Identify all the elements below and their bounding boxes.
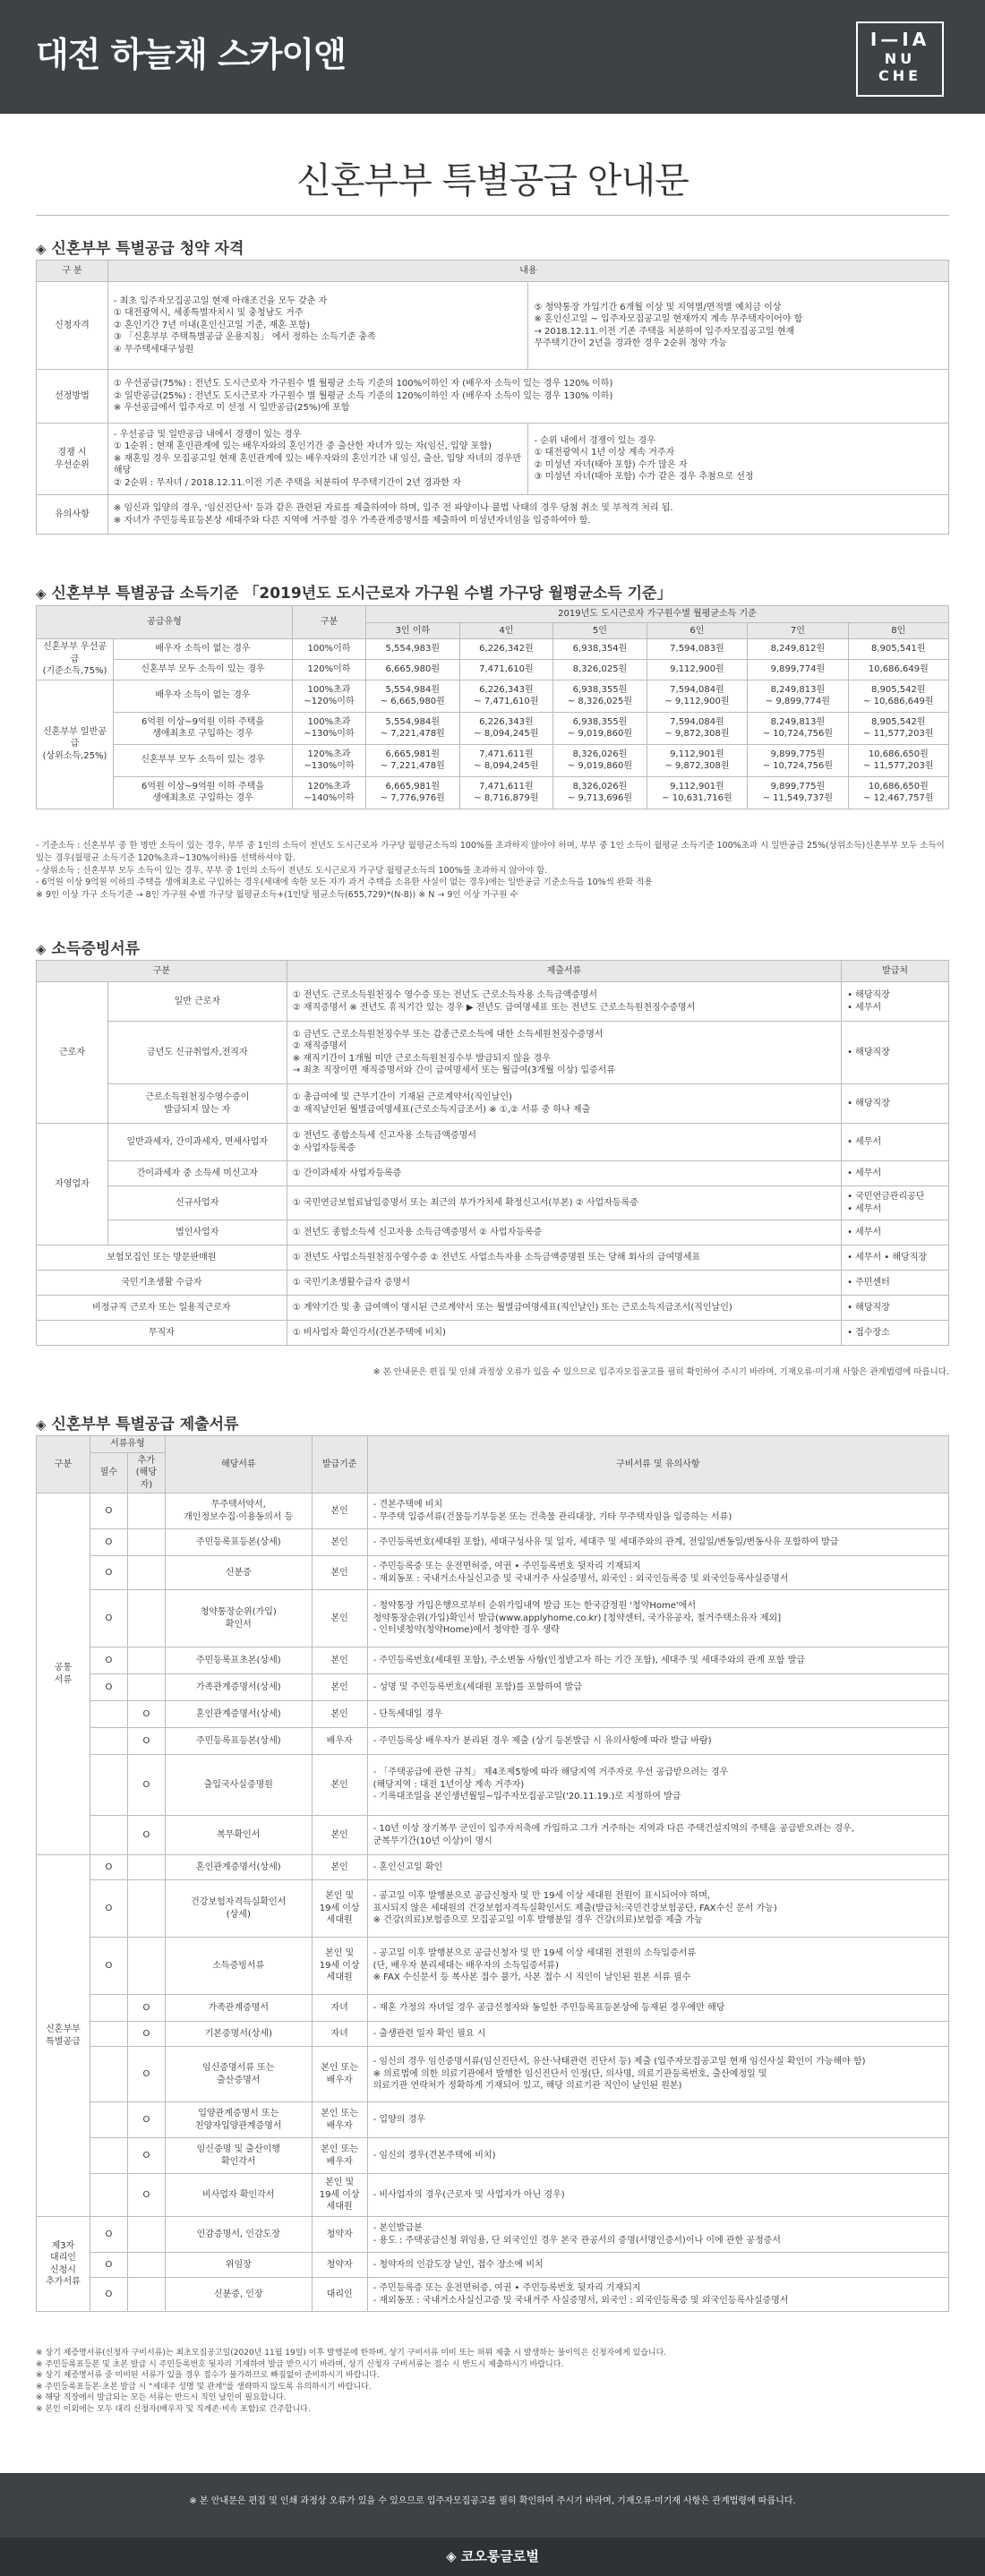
col-header: 8인 [848, 622, 948, 639]
doc-cell: ① 계약기간 및 총 급여액이 명시된 근로계약서 또는 월별급여명세표(직인날인) 또는 근로소득지급조서(직인날인) [287, 1296, 841, 1321]
value-cell: 8,326,026원 ~ 9,713,696원 [553, 776, 647, 809]
col-header: 발급기준 [312, 1436, 367, 1493]
type-cell: 6억원 이상~9억원 이하 주택을 생애최초로 구입하는 경우 [114, 776, 293, 809]
value-cell: 9,899,774원 [748, 659, 848, 680]
doc-cell: ① 금년도 근로소득원천징수부 또는 갑종근로소득에 대한 소득세원천징수증명서 ② 재직증명서 ※ 재직기간이 1개월 미만 근로소득원천징수부 발급되지 않을 경우 → 최초 직장이면 재직증명서와 간이 급여명세서 또는 월급여(3개월 이상) 입증서류 [287, 1022, 841, 1084]
group-label: 신혼부부 우선공급 (기준소득,75%) [37, 639, 114, 680]
must-mark: O [90, 2278, 127, 2312]
group-label: 공통 서류 [37, 1493, 90, 1855]
issuer-cell: 본인 [312, 1674, 367, 1701]
add-mark [127, 1590, 165, 1647]
must-mark: O [90, 1493, 127, 1529]
add-mark: O [127, 2102, 165, 2138]
value-cell: 7,471,610원 [459, 659, 553, 680]
div-cell: 100%이하 [293, 639, 366, 660]
doc-cell: 출입국사실증명원 [165, 1755, 312, 1816]
top-banner [0, 0, 985, 114]
issuer-cell: 본인 [312, 1556, 367, 1590]
req-cell: - 본인발급분 - 용도 : 주택공급신청 위임용, 단 외국인인 경우 본국 관공서의 증명(서명인증서)이나 이에 관한 공정증서 [367, 2217, 948, 2253]
proof-documents-table [36, 960, 949, 1346]
type-cell: 6억원 이상~9억원 이하 주택을 생애최초로 구입하는 경우 [114, 712, 293, 744]
type-cell: 배우자 소득이 없는 경우 [114, 680, 293, 712]
brand-footer [0, 2537, 985, 2576]
value-cell: 9,899,775원 ~ 11,549,737원 [748, 776, 848, 809]
must-mark: O [90, 1855, 127, 1880]
issuer-cell: • 해당직장 [842, 1022, 949, 1084]
section-title-text: 소득증빙서류 [51, 940, 141, 958]
sub-label: 금년도 신규취업자,전직자 [107, 1022, 287, 1084]
issuer-cell: 본인 [312, 1493, 367, 1529]
must-mark [90, 1816, 127, 1855]
brand-logo [856, 21, 944, 97]
value-cell: 7,471,611원 ~ 8,716,879원 [459, 776, 553, 809]
doc-cell: 복무확인서 [165, 1816, 312, 1855]
issuer-cell: • 국민연금관리공단 • 세무서 [842, 1186, 949, 1220]
brand-name: 코오롱글로벌 [460, 2548, 539, 2564]
logo-line-1: I—IA [869, 29, 930, 50]
doc-cell: 혼인관계증명서(상세) [165, 1855, 312, 1880]
value-cell: 8,249,813원 ~ 9,899,774원 [748, 680, 848, 712]
value-cell: 9,899,775원 ~ 10,724,756원 [748, 744, 848, 776]
issuer-cell: • 해당직장 [842, 1296, 949, 1321]
add-mark: O [127, 2138, 165, 2174]
add-mark: O [127, 1816, 165, 1855]
section-income-title [36, 580, 672, 603]
issuer-cell: • 해당직장 • 세무서 [842, 982, 949, 1022]
section-submission-title [36, 1411, 238, 1433]
col-header: 구분 [37, 961, 287, 982]
add-mark [127, 1493, 165, 1529]
must-mark: O [90, 2217, 127, 2253]
req-cell: - 비사업자의 경우(근로자 및 사업자가 아닌 경우) [367, 2174, 948, 2217]
sub-label: 근로소득원천징수영수증이 발급되지 않는 자 [107, 1084, 287, 1124]
value-cell: 7,594,083원 [647, 639, 747, 660]
add-mark [127, 1529, 165, 1556]
logo-line-3: CHE [878, 67, 922, 84]
req-cell: - 주민등록상 배우자가 분리된 경우 제출 (상기 등본발급 시 유의사항에 따라 발급 바람) [367, 1728, 948, 1755]
req-cell: - 공고일 이후 발행분으로 공급신청자 및 만 19세 이상 세대원 전원의 소득입증서류 (단, 배우자 분리세대는 배우자의 소득입증서류) ※ FAX 수신문서 등 복사본 접수 불가, 사본 접수 시 직인이 날인된 원본 서류 필수 [367, 1938, 948, 1995]
div-cell: 120%초과 ~140%이하 [293, 776, 366, 809]
issuer-cell: 자녀 [312, 1995, 367, 2022]
doc-cell: ① 비사업자 확인각서(간본주택에 비치) [287, 1321, 841, 1346]
issuer-cell: 본인 [312, 1816, 367, 1855]
doc-cell: 기본증명서(상세) [165, 2022, 312, 2047]
req-cell: - 출생관련 일자 확인 필요 시 [367, 2022, 948, 2047]
add-mark [127, 1674, 165, 1701]
value-cell: 8,249,813원 ~ 10,724,756원 [748, 712, 848, 744]
must-mark: O [90, 1556, 127, 1590]
group-label: 근로자 [37, 982, 108, 1124]
col-header: 구 분 [37, 261, 108, 282]
value-cell: 5,554,983원 [366, 639, 460, 660]
issuer-cell: 본인 및 19세 이상 세대원 [312, 2174, 367, 2217]
col-header: 구분 [293, 606, 366, 639]
col-header: 추가 (해당자) [127, 1452, 165, 1493]
must-mark: O [90, 1674, 127, 1701]
doc-cell: 혼인관계증명서(상세) [165, 1701, 312, 1728]
value-cell: 6,938,354원 [553, 639, 647, 660]
req-cell: - 재혼 가정의 자녀일 경우 공급신청자와 동일한 주민등록표등본상에 등재된 경우에만 해당 [367, 1995, 948, 2022]
add-mark [127, 1647, 165, 1674]
issuer-cell: 본인 [312, 1590, 367, 1647]
doc-cell: 무주택서약서, 개인정보수집·이용동의서 등 [165, 1493, 312, 1529]
must-mark [90, 2138, 127, 2174]
must-mark [90, 2022, 127, 2047]
div-cell: 120%초과 ~130%이하 [293, 744, 366, 776]
req-cell: - 10년 이상 장기복무 군인이 입주자저축에 가입하고 그가 거주하는 지역과 다른 주택건설지역의 주택을 공급받으려는 경우, 군복무기간(10년 이상)이 명시 [367, 1816, 948, 1855]
sub-label: 신규사업자 [107, 1186, 287, 1220]
sub-label: 일반 근로자 [107, 982, 287, 1022]
col-header: 발급처 [842, 961, 949, 982]
cell: ※ 임신과 입양의 경우, '임신진단서' 등과 같은 관련된 자료를 제출하여야 하며, 입주 전 파양이나 불법 낙태의 경우 당첨 취소 및 부적격 처리 됨. ※ 자녀가 주민등록표등본상 세대주와 다른 지역에 거주할 경우 가족관계증명서를 제출하여 미성년자녀임을 입증하여야 함. [107, 495, 948, 535]
col-header: 구비서류 및 유의사항 [367, 1436, 948, 1493]
must-mark: O [90, 1590, 127, 1647]
doc-cell: 주민등록표등본(상세) [165, 1728, 312, 1755]
income-notes: - 기준소득 : 신혼부부 중 한 명만 소득이 있는 경우, 부부 중 1인의 소득이 전년도 도시근로자 가구당 월평균소득의 100%를 초과하지 않아야 하며, 부부 중 1인 소득이 월평균 소득기준 100%초과 시 일반공급 25%(상위소득)신혼부부 모두 소득이 있는 경우(월평균 소득기준 120%초과~130%이하)를 선택하셔야 함. - 상위소득 : 신혼부부 모두 소득이 있는 경우, 부부 중 1인의 소득이 전년도 도시근로자 가구당 월평균소득의 100%를 초과하지 않아야 함. - 6억원 이상 9억원 이하의 주택을 생애최초로 구입하는 경우(세대에 속한 모든 자가 과거 주택을 소유한 사실이 없는 경우)에는 일반공급 기준소득을 10%씩 완화 적용 ※ 9인 이상 가구 소득기준 → 8인 가구원 수별 가구당 월평균소득+(1인당 평균소득(655,729)*(N-8)) ※ N → 9인 이상 가구원 수 [36, 841, 945, 901]
value-cell: 8,326,025원 [553, 659, 647, 680]
page-title: 신혼부부 특별공급 안내문 [296, 160, 689, 201]
proof-note: ※ 본 안내문은 편집 및 인쇄 과정상 오류가 있을 수 있으므로 입주자모집공고를 필히 확인하여 주시기 바라며, 기재오류·미기재 사항은 관계법령에 따릅니다. [373, 1367, 949, 1377]
req-cell: - 주민등록번호(세대원 포함), 주소변동 사항(인정받고자 하는 기간 포함), 세대주 및 세대주와의 관계 포함 발급 [367, 1647, 948, 1674]
must-mark [90, 2174, 127, 2217]
doc-cell: 가족관계증명서(상세) [165, 1674, 312, 1701]
submission-documents-table [36, 1435, 949, 2312]
income-table [36, 605, 949, 809]
req-cell: - 청약자의 인감도장 날인, 접수 장소에 비치 [367, 2253, 948, 2278]
must-mark [90, 2102, 127, 2138]
diamond-icon: ◈ [36, 241, 47, 257]
doc-cell: ① 전년도 사업소득원천징수영수증 ② 전년도 사업소득자용 소득금액증명원 또는 당해 회사의 급여명세표 [287, 1245, 841, 1271]
add-mark: O [127, 1701, 165, 1728]
group-label: 신혼부부 특별공급 [37, 1855, 90, 2217]
value-cell: 8,326,026원 ~ 9,019,860원 [553, 744, 647, 776]
add-mark: O [127, 2047, 165, 2102]
issuer-cell: 본인 [312, 1647, 367, 1674]
col-header: 필수 [90, 1452, 127, 1493]
issuer-cell: 자녀 [312, 2022, 367, 2047]
value-cell: 6,226,343원 ~ 8,094,245원 [459, 712, 553, 744]
value-cell: 9,112,900원 [647, 659, 747, 680]
issuer-cell: 본인 [312, 1855, 367, 1880]
value-cell: 5,554,984원 ~ 7,221,478원 [366, 712, 460, 744]
sub-label: 법인사업자 [107, 1220, 287, 1245]
doc-cell: 가족관계증명서 [165, 1995, 312, 2022]
cell: ① 우선공급(75%) : 전년도 도시근로자 가구원수 별 월평균 소득 기준의 100%이하인 자 (배우자 소득이 있는 경우 120% 이하) ② 일반공급(25%) : 전년도 도시근로자 가구원수 별 월평균 소득 기준의 120%이하인 자 (배우자 소득이 있는 경우 130% 이하) ※ 우선공급에서 입주자로 미 선정 시 일반공급(25%)에 포함 [107, 370, 948, 424]
doc-cell: ① 간이과세자 사업자등록증 [287, 1161, 841, 1186]
doc-cell: 비사업자 확인각서 [165, 2174, 312, 2217]
value-cell: 10,686,649원 [848, 659, 948, 680]
col-header: 3인 이하 [366, 622, 460, 639]
value-cell: 7,594,084원 ~ 9,872,308원 [647, 712, 747, 744]
doc-cell: 임신증명 및 출산이행 확인각서 [165, 2138, 312, 2174]
add-mark [127, 2278, 165, 2312]
add-mark: O [127, 2022, 165, 2047]
value-cell: 8,905,542원 ~ 10,686,649원 [848, 680, 948, 712]
footer-band [0, 2473, 985, 2537]
section-title-text: 신혼부부 특별공급 소득기준 「2019년도 도시근로자 가구원 수별 가구당 월평균소득 기준」 [51, 585, 672, 603]
issuer-cell: 본인 [312, 1701, 367, 1728]
must-mark [90, 1755, 127, 1816]
div-cell: 100%초과 ~130%이하 [293, 712, 366, 744]
doc-cell: 입양관계증명서 또는 친양자입양관계증명서 [165, 2102, 312, 2138]
value-cell: 6,665,980원 [366, 659, 460, 680]
col-header: 서류유형 [90, 1436, 165, 1453]
cell: - 순위 내에서 경쟁이 있는 경우 ① 대전광역시 1년 이상 계속 거주자 ② 미성년 자녀(태아 포함) 수가 많은 자 ③ 미성년 자녀(태아 포함) 수가 같은 경우 추첨으로 선정 [528, 424, 949, 495]
cell: - 우선공급 및 일반공급 내에서 경쟁이 있는 경우 ① 1순위 : 현재 혼인관계에 있는 배우자와의 혼인기간 중 출산한 자녀가 있는 자(임신, 입양 포함) ※ 재혼일 경우 모집공고일 현재 혼인관계에 있는 배우자와의 혼인기간 내 임신, 출산, 입양 자녀의 경우만 해당 ② 2순위 : 무자녀 / 2018.12.11.이전 기존 주택을 처분하여 무주택기간이 2년 경과한 자 [107, 424, 528, 495]
req-cell: - 입양의 경우 [367, 2102, 948, 2138]
must-mark: O [90, 1880, 127, 1938]
value-cell: 8,905,541원 [848, 639, 948, 660]
must-mark: O [90, 2253, 127, 2278]
req-cell: - 성명 및 주민등록번호(세대원 포함)를 포함하여 발급 [367, 1674, 948, 1701]
section-eligibility-title [36, 235, 244, 258]
footer-note: ※ 본 안내문은 편집 및 인쇄 과정상 오류가 있을 수 있으므로 입주자모집공고를 필히 확인하여 주시기 바라며, 기재오류·미기재 사항은 관계법령에 따릅니다. [189, 2496, 796, 2506]
type-cell: 신혼부부 모두 소득이 있는 경우 [114, 659, 293, 680]
value-cell: 5,554,984원 ~ 6,665,980원 [366, 680, 460, 712]
value-cell: 10,686,650원 ~ 11,577,203원 [848, 744, 948, 776]
add-mark: O [127, 1755, 165, 1816]
submission-notes: ※ 상기 제증명서류(신청자 구비서류)는 최초모집공고일(2020년 11월 19일) 이후 발행분에 한하며, 상기 구비서류 미비 또는 허위 제출 시 발생하는 불이익은 신청자에게 있습니다. ※ 주민등록표등본 및 초본 발급 시 주민등록번호 뒷자리 기재하여 발급 받으시기 바라며, 상기 신청자 구비서류는 접수 시 반드시 제출하시기 바랍니다. ※ 상기 제증명서류 중 미비된 서류가 있을 경우 접수가 불가하므로 빠짐없이 준비하시기 바랍니다. ※ 주민등록표등본·초본 발급 시 "세대주 성명 및 관계"를 생략하지 않도록 유의하시기 바랍니다. ※ 해당 직장에서 발급되는 모든 서류는 반드시 직인 날인이 필요합니다. ※ 본인 이외에는 모두 대리 신청자(배우자 및 직계존·비속 포함)로 간주합니다. [36, 2349, 667, 2414]
must-mark [90, 2047, 127, 2102]
issuer-cell: 청약자 [312, 2217, 367, 2253]
diamond-icon: ◈ [36, 1416, 47, 1433]
site-title: 대전 하늘채 스카이앤 [36, 35, 346, 74]
add-mark [127, 1855, 165, 1880]
req-cell: - 청약통장 가입은행으로부터 순위가입내역 발급 또는 한국감정원 '청약Home'에서 청약통장순위(가입)확인서 발급(www.applyhome.co.kr) [청약센터, 국가유공자, 철거주택소유자 제외] - 인터넷청약(청약Home)에서 청약한 경우 생략 [367, 1590, 948, 1647]
must-mark [90, 1728, 127, 1755]
col-header: 7인 [748, 622, 848, 639]
type-cell: 신혼부부 모두 소득이 있는 경우 [114, 744, 293, 776]
issuer-cell: • 세무서 [842, 1161, 949, 1186]
must-mark: O [90, 1938, 127, 1995]
col-header: 해당서류 [165, 1436, 312, 1493]
req-cell: - 임신의 경우 임신증명서류(임신진단서, 유산·낙태관련 진단서 등) 제출 (입주자모집공고일 현재 임신사실 확인이 가능해야 함) ※ 의료법에 의한 의료기관에서 발행한 임신진단서 인정(단, 의사명, 의료기관등록번호, 출산예정일 및 의료기관 연락처가 정확하게 기재되어 있고, 해당 의료기관 직인이 날인된 원본) [367, 2047, 948, 2102]
doc-cell: ① 전년도 종합소득세 신고자용 소득금액증명서 ② 사업자등록증 [287, 1220, 841, 1245]
add-mark [127, 1880, 165, 1938]
req-cell: - 견본주택에 비치 - 무주택 입증서류(건물등기부등본 또는 건축물 관리대장, 기타 무주택자임을 입증하는 서류) [367, 1493, 948, 1529]
value-cell: 10,686,650원 ~ 12,467,757원 [848, 776, 948, 809]
div-cell: 100%초과 ~120%이하 [293, 680, 366, 712]
doc-cell: 인감증명서, 인감도장 [165, 2217, 312, 2253]
value-cell: 6,226,342원 [459, 639, 553, 660]
cell: ⑤ 청약통장 가입기간 6개월 이상 및 지역별/면적별 예치금 이상 ※ 혼인신고일 ~ 입주자모집공고일 현재까지 계속 무주택자이어야 함 → 2018.12.11.이전 기존 주택을 처분하여 입주자모집공고일 현재 무주택기간이 2년을 경과한 경우 2순위 청약 가능 [528, 282, 949, 370]
doc-cell: ① 총급여에 및 근무기간이 기재된 근로계약서(직인날인) ② 재직날인된 월별급여명세표(근로소득지급조서) ※ ①,② 서류 중 하나 제출 [287, 1084, 841, 1124]
sub-label: 보험모집인 또는 방문판매원 [37, 1245, 287, 1271]
diamond-icon: ◈ [36, 941, 47, 957]
div-cell: 120%이하 [293, 659, 366, 680]
group-label: 자영업자 [37, 1124, 108, 1245]
doc-cell: 청약통장순위(가입) 확인서 [165, 1590, 312, 1647]
issuer-cell: 본인 및 19세 이상 세대원 [312, 1938, 367, 1995]
sub-label: 간이과세자 중 소득세 미신고자 [107, 1161, 287, 1186]
issuer-cell: • 주민센터 [842, 1271, 949, 1296]
col-header: 구분 [37, 1436, 90, 1493]
doc-cell: 임신증명서류 또는 출산증명서 [165, 2047, 312, 2102]
value-cell: 9,112,901원 ~ 10,631,716원 [647, 776, 747, 809]
value-cell: 7,471,611원 ~ 8,094,245원 [459, 744, 553, 776]
req-cell: - 공고일 이후 발행분으로 공급신청자 및 만 19세 이상 세대원 전원이 표시되어야 하며, 표시되지 않은 세대원의 건강보험자격득실확인서도 제출(발급처:국민건강보험공단, FAX수신 문서 가능) ※ 건강(의료)보험증으로 모집공고일 이후 발행분일 경우 건강(의료)보험증 제출 가능 [367, 1880, 948, 1938]
sub-label: 비정규직 근로자 또는 일용직근로자 [37, 1296, 287, 1321]
row-label: 경쟁 시 우선순위 [37, 424, 108, 495]
section-title-text: 신혼부부 특별공급 제출서류 [51, 1416, 239, 1433]
doc-cell: 소득증빙서류 [165, 1938, 312, 1995]
add-mark: O [127, 1995, 165, 2022]
doc-cell: ① 전년도 근로소득원천징수 영수증 또는 전년도 근로소득자용 소득금액증명서 ② 재직증명서 ※ 전년도 휴직기간 있는 경우 ▶ 전년도 급여명세표 또는 전년도 근로소득원천징수증명서 [287, 982, 841, 1022]
doc-cell: ① 전년도 종합소득세 신고자용 소득금액증명서 ② 사업자등록증 [287, 1124, 841, 1161]
add-mark: O [127, 2174, 165, 2217]
type-cell: 배우자 소득이 없는 경우 [114, 639, 293, 660]
issuer-cell: 본인 [312, 1755, 367, 1816]
issuer-cell: 대리인 [312, 2278, 367, 2312]
issuer-cell: 배우자 [312, 1728, 367, 1755]
doc-cell: 위임장 [165, 2253, 312, 2278]
add-mark: O [127, 1728, 165, 1755]
col-header: 2019년도 도시근로자 가구원수별 월평균소득 기준 [366, 606, 949, 623]
issuer-cell: 본인 또는 배우자 [312, 2138, 367, 2174]
value-cell: 8,249,812원 [748, 639, 848, 660]
must-mark [90, 1995, 127, 2022]
req-cell: - 주민등록증 또는 운전면허증, 여권 • 주민등록번호 뒷자리 기재되지 - 재외동포 : 국내거소사실신고증 및 국내거주 사실증명서, 외국인 : 외국인등록증 및 외국인등록사실증명서 [367, 1556, 948, 1590]
add-mark [127, 2253, 165, 2278]
value-cell: 7,594,084원 ~ 9,112,900원 [647, 680, 747, 712]
doc-cell: 신분증, 인장 [165, 2278, 312, 2312]
col-header: 제출서류 [287, 961, 841, 982]
issuer-cell: 본인 또는 배우자 [312, 2102, 367, 2138]
req-cell: - 주민등록증 또는 운전면허증, 여권 • 주민등록번호 뒷자리 기재되지 - 재외동포 : 국내거소사실신고증 및 국내거주 사실증명서, 외국인 : 외국인등록증 및 외국인등록사실증명서 [367, 2278, 948, 2312]
doc-cell: ① 국민연금보험료납입증명서 또는 최근의 부가가치세 확정신고서(부본) ② 사업자등록증 [287, 1186, 841, 1220]
issuer-cell: 본인 또는 배우자 [312, 2047, 367, 2102]
req-cell: - 혼인신고일 확인 [367, 1855, 948, 1880]
issuer-cell: • 세무서 [842, 1124, 949, 1161]
cell: - 최초 입주자모집공고일 현재 아래조건을 모두 갖춘 자 ① 대전광역시, 세종특별자치시 및 충청남도 거주 ② 혼인기간 7년 이내(혼인신고일 기준, 재혼 포함) ③ 「신혼부부 주택특별공급 운용지침」 에서 정하는 소득기준 충족 ④ 무주택세대구성원 [107, 282, 528, 370]
col-header: 5인 [553, 622, 647, 639]
section-proof-title [36, 936, 140, 958]
value-cell: 6,938,355원 ~ 9,019,860원 [553, 712, 647, 744]
issuer-cell: 청약자 [312, 2253, 367, 2278]
col-header: 4인 [459, 622, 553, 639]
issuer-cell: • 세무서 • 해당직장 [842, 1245, 949, 1271]
issuer-cell: 본인 및 19세 이상 세대원 [312, 1880, 367, 1938]
kolon-logo-icon: ◈ [446, 2548, 461, 2564]
must-mark: O [90, 1647, 127, 1674]
value-cell: 8,905,542원 ~ 11,577,203원 [848, 712, 948, 744]
add-mark [127, 1938, 165, 1995]
sub-label: 무직자 [37, 1321, 287, 1346]
diamond-icon: ◈ [36, 586, 47, 602]
doc-cell: ① 국민기초생활수급자 증명서 [287, 1271, 841, 1296]
req-cell: - 「주택공급에 관한 규칙」 제4조제5항에 따라 해당지역 거주자로 우선 공급받으려는 경우 (해당지역 : 대전 1년이상 계속 거주자) - 기록대조일을 본인생년월일~입주자모집공고일('20.11.19.)로 지정하여 발급 [367, 1755, 948, 1816]
req-cell: - 주민등록번호(세대원 포함), 세대구성사유 및 일자, 세대주 및 세대주와의 관계, 전입일/변동일/변동사유 포함하여 발급 [367, 1529, 948, 1556]
doc-cell: 신분증 [165, 1556, 312, 1590]
eligibility-table [36, 260, 949, 535]
sub-label: 국민기초생활 수급자 [37, 1271, 287, 1296]
doc-cell: 건강보험자격득실확인서 (상세) [165, 1880, 312, 1938]
doc-cell: 주민등록표등본(상세) [165, 1529, 312, 1556]
value-cell: 6,226,343원 ~ 7,471,610원 [459, 680, 553, 712]
req-cell: - 임신의 경우(견본주택에 비치) [367, 2138, 948, 2174]
group-label: 제3자 대리인 신청시 추가서류 [37, 2217, 90, 2312]
add-mark [127, 1556, 165, 1590]
value-cell: 6,938,355원 ~ 8,326,025원 [553, 680, 647, 712]
value-cell: 6,665,981원 ~ 7,776,976원 [366, 776, 460, 809]
value-cell: 9,112,901원 ~ 9,872,308원 [647, 744, 747, 776]
row-label: 유의사항 [37, 495, 108, 535]
row-label: 신청자격 [37, 282, 108, 370]
add-mark [127, 2217, 165, 2253]
must-mark [90, 1701, 127, 1728]
must-mark: O [90, 1529, 127, 1556]
section-title-text: 신혼부부 특별공급 청약 자격 [51, 240, 244, 258]
issuer-cell: • 해당직장 [842, 1084, 949, 1124]
row-label: 선정방법 [37, 370, 108, 424]
col-header: 6인 [647, 622, 747, 639]
logo-line-2: NU [884, 50, 916, 67]
group-label: 신혼부부 일반공급 (상위소득,25%) [37, 680, 114, 809]
col-header: 공급유형 [37, 606, 293, 639]
req-cell: - 단독세대일 경우 [367, 1701, 948, 1728]
issuer-cell: 본인 [312, 1529, 367, 1556]
issuer-cell: • 세무서 [842, 1220, 949, 1245]
title-divider [36, 215, 949, 216]
issuer-cell: • 접수장소 [842, 1321, 949, 1346]
sub-label: 일반과세자, 간이과세자, 면세사업자 [107, 1124, 287, 1161]
col-header: 내용 [107, 261, 948, 282]
doc-cell: 주민등록표초본(상세) [165, 1647, 312, 1674]
value-cell: 6,665,981원 ~ 7,221,478원 [366, 744, 460, 776]
